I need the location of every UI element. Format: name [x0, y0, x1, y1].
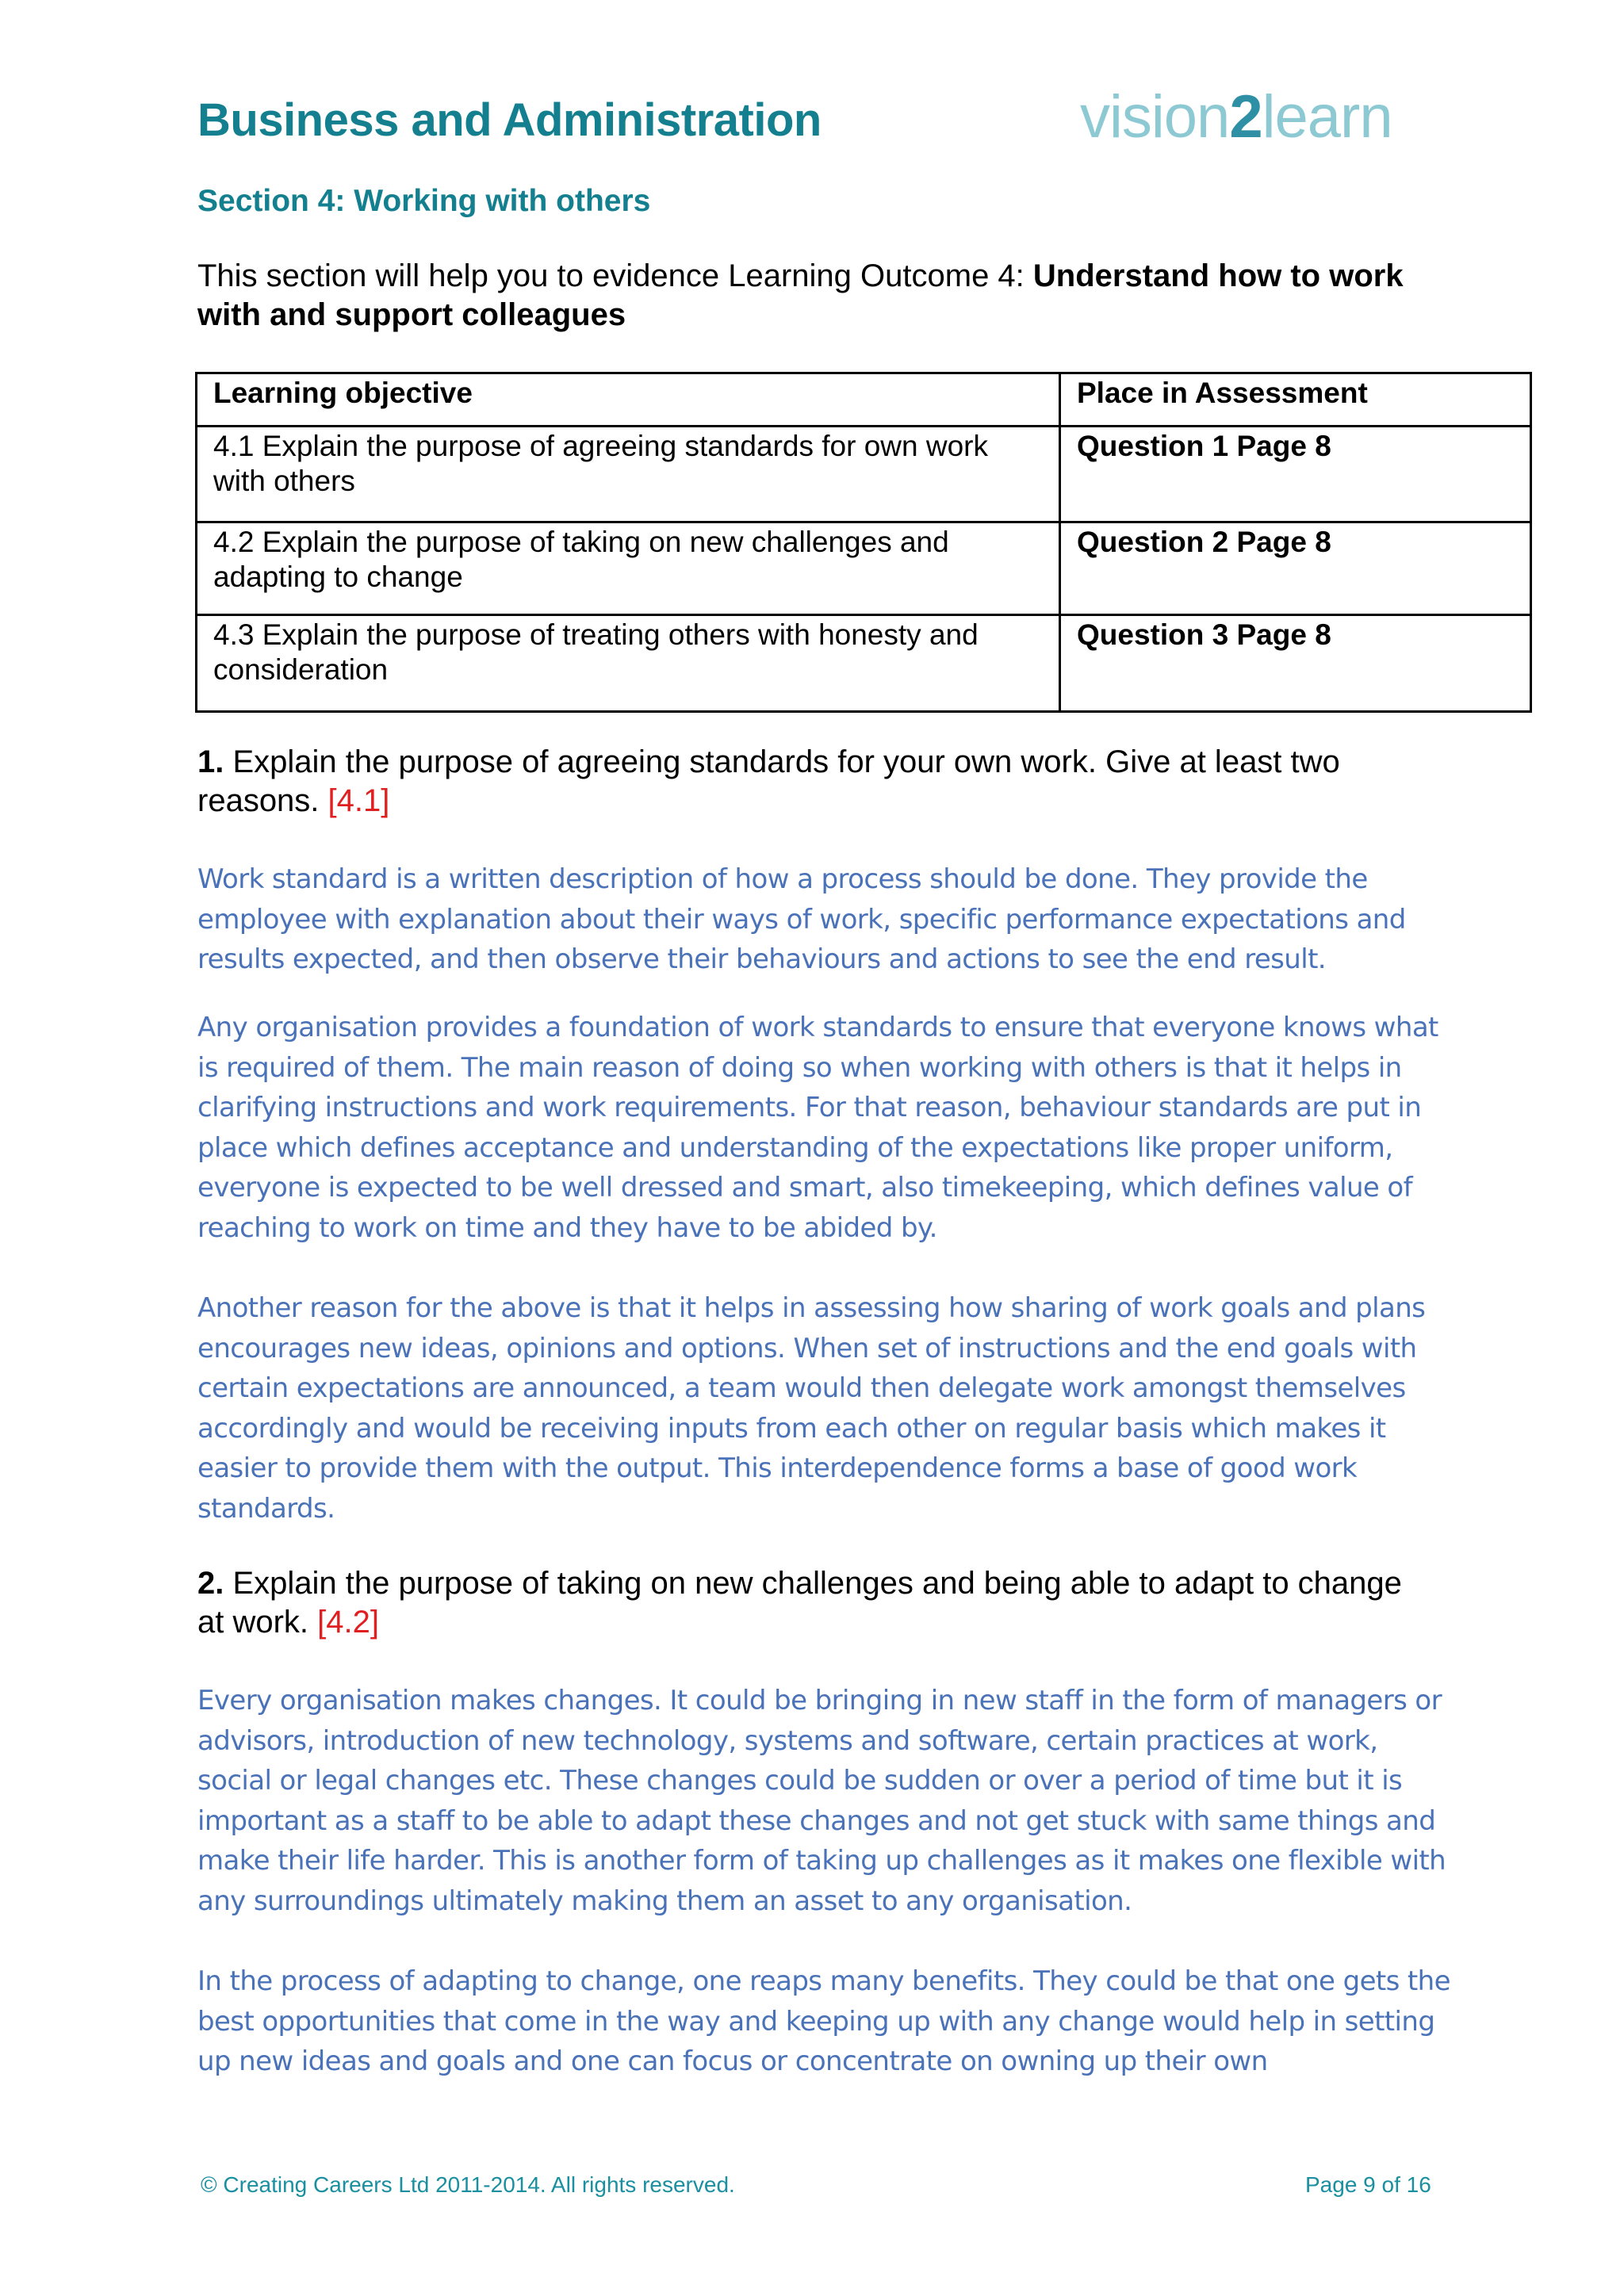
learning-outcome-text: Understand how to work with and support colleagues	[197, 258, 1404, 332]
table-header-place: Place in Assessment	[1060, 373, 1531, 427]
place-cell: Question 3 Page 8	[1060, 615, 1531, 712]
objective-cell: 4.1 Explain the purpose of agreeing standards for own work with others	[197, 427, 1060, 522]
document-title: Business and Administration	[197, 94, 822, 146]
section-intro	[197, 257, 1419, 335]
question-text: Explain the purpose of taking on new challenges and being able to adapt to change at work.	[197, 1566, 1402, 1640]
table-header-row	[197, 373, 1531, 427]
answer-paragraph: Any organisation provides a foundation of work standards to ensure that everyone knows what is required of them. The main reason of doing so when working with others is that it helps in clarifying instructions and work requirements. For that reason, behaviour standards are put in place which defines acceptance and understanding of the expectations like proper uniform, everyone is expected to be well dressed and smart, also timekeeping, which defines value of reaching to work on time and they have to be abided by.	[197, 1012, 1438, 1244]
table-row	[197, 522, 1531, 615]
table-row	[197, 427, 1531, 522]
question-number: 2.	[197, 1566, 224, 1601]
section-title: Section 4: Working with others	[197, 184, 651, 218]
answer-paragraph: Work standard is a written description of how a process should be done. They provide the employee with explanation about their ways of work, specific performance expectations and results expected, and then observe their behaviours and actions to see the end result.	[197, 863, 1406, 975]
footer-copyright: © Creating Careers Ltd 2011-2014. All rights reserved.	[201, 2172, 735, 2197]
objective-cell: 4.2 Explain the purpose of taking on new challenges and adapting to change	[197, 522, 1060, 615]
vision2learn-logo	[1080, 82, 1392, 151]
criteria-reference: [4.2]	[317, 1605, 379, 1640]
logo-text-learn: learn	[1262, 83, 1392, 151]
answer-paragraph: Every organisation makes changes. It could be bringing in new staff in the form of managers or advisors, introduction of new technology, systems and software, certain practices at work, social or legal changes etc. These changes could be sudden or over a period of time but it is important as a staff to be able to adapt these changes and not get stuck with same things and make their life harder. This is another form of taking up challenges as it makes one flexible with any surroundings ultimately making them an asset to any organisation.	[197, 1685, 1446, 1917]
table-header-objective: Learning objective	[197, 373, 1060, 427]
question-1	[197, 743, 1419, 821]
logo-text-vision: vision	[1080, 83, 1230, 151]
table-row	[197, 615, 1531, 712]
question-number: 1.	[197, 744, 224, 779]
objective-cell: 4.3 Explain the purpose of treating others with honesty and consideration	[197, 615, 1060, 712]
answer-paragraph: Another reason for the above is that it helps in assessing how sharing of work goals and plans encourages new ideas, opinions and options. When set of instructions and the end goals with certain expectations are announced, a team would then delegate work amongst themselves accordingly and would be receiving inputs from each other on regular basis which makes it easier to provide them with the output. This interdependence forms a base of good work standards.	[197, 1292, 1426, 1525]
intro-text: This section will help you to evidence Learning Outcome 4:	[197, 258, 1033, 293]
criteria-reference: [4.1]	[327, 783, 390, 818]
footer-page-number: Page 9 of 16	[1305, 2172, 1431, 2197]
place-cell: Question 1 Page 8	[1060, 427, 1531, 522]
answer-paragraph: In the process of adapting to change, one reaps many benefits. They could be that one gets the best opportunities that come in the way and keeping up with any change would help in setting up new ideas and goals and one can focus or concentrate on owning up their own	[197, 1965, 1450, 2077]
question-text: Explain the purpose of agreeing standards for your own work. Give at least two reasons.	[197, 744, 1340, 818]
learning-objectives-table	[195, 372, 1532, 713]
question-2	[197, 1564, 1419, 1642]
place-cell: Question 2 Page 8	[1060, 522, 1531, 615]
logo-text-2: 2	[1229, 83, 1262, 151]
